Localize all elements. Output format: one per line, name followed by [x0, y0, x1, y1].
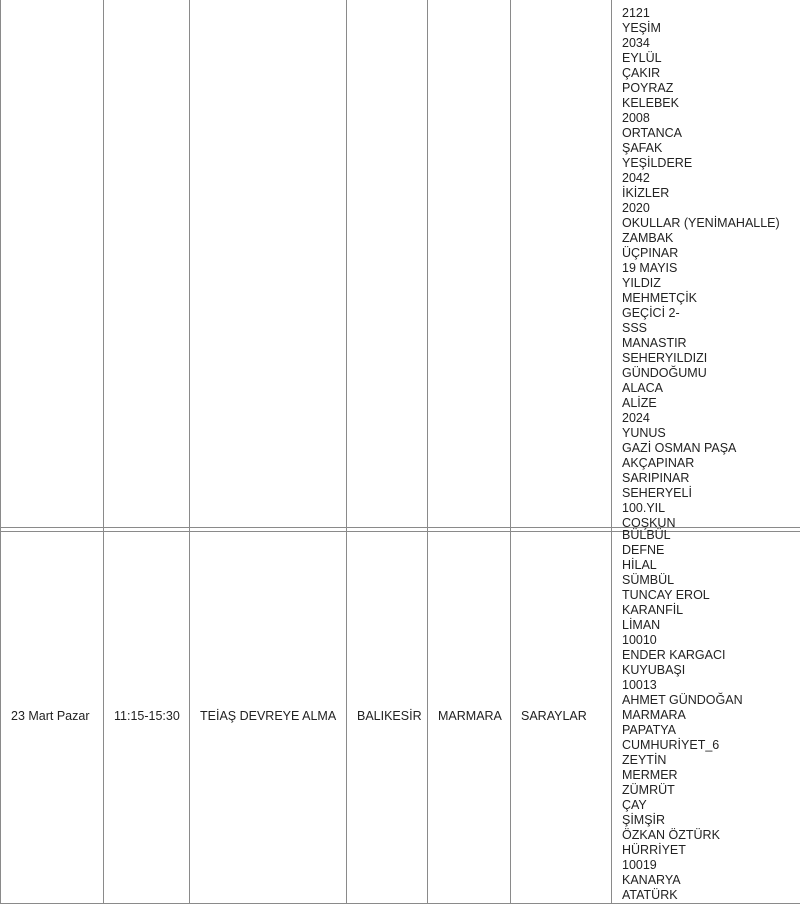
street-item: EYLÜL: [622, 51, 800, 66]
street-item: 10013: [622, 678, 800, 693]
street-item: SEHERYELİ: [622, 486, 800, 501]
street-item: YEŞİM: [622, 21, 800, 36]
table-row: [1, 528, 800, 904]
outage-table-row: [0, 527, 800, 904]
street-item: SEHERYILDIZI: [622, 351, 800, 366]
street-item: YUNUS: [622, 426, 800, 441]
street-item: YEŞİLDERE: [622, 156, 800, 171]
neighborhood-cell: [511, 0, 612, 532]
neighborhood-cell: SARAYLAR: [511, 528, 612, 904]
table-row: [1, 0, 800, 532]
street-item: 2121: [622, 6, 800, 21]
street-item: SÜMBÜL: [622, 573, 800, 588]
street-item: KARANFİL: [622, 603, 800, 618]
street-item: GÜNDOĞUMU: [622, 366, 800, 381]
street-item: ÖZKAN ÖZTÜRK: [622, 828, 800, 843]
street-item: POYRAZ: [622, 81, 800, 96]
street-item: SARIPINAR: [622, 471, 800, 486]
street-item: 10010: [622, 633, 800, 648]
street-item: 2020: [622, 201, 800, 216]
street-item: KANARYA: [622, 873, 800, 888]
street-item: ORTANCA: [622, 126, 800, 141]
district-cell: MARMARA: [428, 528, 511, 904]
street-item: ÜÇPINAR: [622, 246, 800, 261]
street-item: ÇAKIR: [622, 66, 800, 81]
street-item: MANASTIR: [622, 336, 800, 351]
street-item: HİLAL: [622, 558, 800, 573]
street-item: YILDIZ: [622, 276, 800, 291]
street-item: GAZİ OSMAN PAŞA: [622, 441, 800, 456]
street-item: ALİZE: [622, 396, 800, 411]
street-item: KUYUBAŞI: [622, 663, 800, 678]
date-cell: 23 Mart Pazar: [1, 528, 104, 904]
street-item: ZEYTİN: [622, 753, 800, 768]
street-item: DEFNE: [622, 543, 800, 558]
street-item: 10019: [622, 858, 800, 873]
reason-cell: [190, 0, 347, 532]
street-item: AKÇAPINAR: [622, 456, 800, 471]
street-item: 100.YIL: [622, 501, 800, 516]
street-item: KELEBEK: [622, 96, 800, 111]
street-item: LİMAN: [622, 618, 800, 633]
street-item: ZÜMRÜT: [622, 783, 800, 798]
street-item: MEHMETÇİK: [622, 291, 800, 306]
streets-cell: [612, 0, 800, 532]
street-item: 2008: [622, 111, 800, 126]
street-item: ÇAY: [622, 798, 800, 813]
street-item: ATATÜRK: [622, 888, 800, 903]
date-cell: [1, 0, 104, 532]
street-item: BÜLBÜL: [622, 528, 800, 543]
street-item: ALACA: [622, 381, 800, 396]
time-cell: 11:15-15:30: [104, 528, 190, 904]
street-item: COŞKUN: [622, 516, 800, 531]
district-cell: [428, 0, 511, 532]
city-cell: [347, 0, 428, 532]
street-item: 2042: [622, 171, 800, 186]
street-item: ZAMBAK: [622, 231, 800, 246]
streets-cell: [612, 528, 800, 904]
reason-cell: TEİAŞ DEVREYE ALMA: [190, 528, 347, 904]
street-item: 2034: [622, 36, 800, 51]
street-item: OKULLAR (YENİMAHALLE): [622, 216, 800, 231]
street-item: MERMER: [622, 768, 800, 783]
street-item: HÜRRİYET: [622, 843, 800, 858]
street-item: 19 MAYIS: [622, 261, 800, 276]
street-item: GEÇİCİ 2-: [622, 306, 800, 321]
street-item: CUMHURİYET_6: [622, 738, 800, 753]
street-item: İKİZLER: [622, 186, 800, 201]
street-item: TUNCAY EROL: [622, 588, 800, 603]
street-item: ŞAFAK: [622, 141, 800, 156]
street-item: 2024: [622, 411, 800, 426]
street-item: SSS: [622, 321, 800, 336]
city-cell: BALIKESİR: [347, 528, 428, 904]
time-cell: [104, 0, 190, 532]
street-item: AHMET GÜNDOĞAN: [622, 693, 800, 708]
street-item: ENDER KARGACI: [622, 648, 800, 663]
street-item: ŞİMŞİR: [622, 813, 800, 828]
street-item: PAPATYA: [622, 723, 800, 738]
street-item: MARMARA: [622, 708, 800, 723]
